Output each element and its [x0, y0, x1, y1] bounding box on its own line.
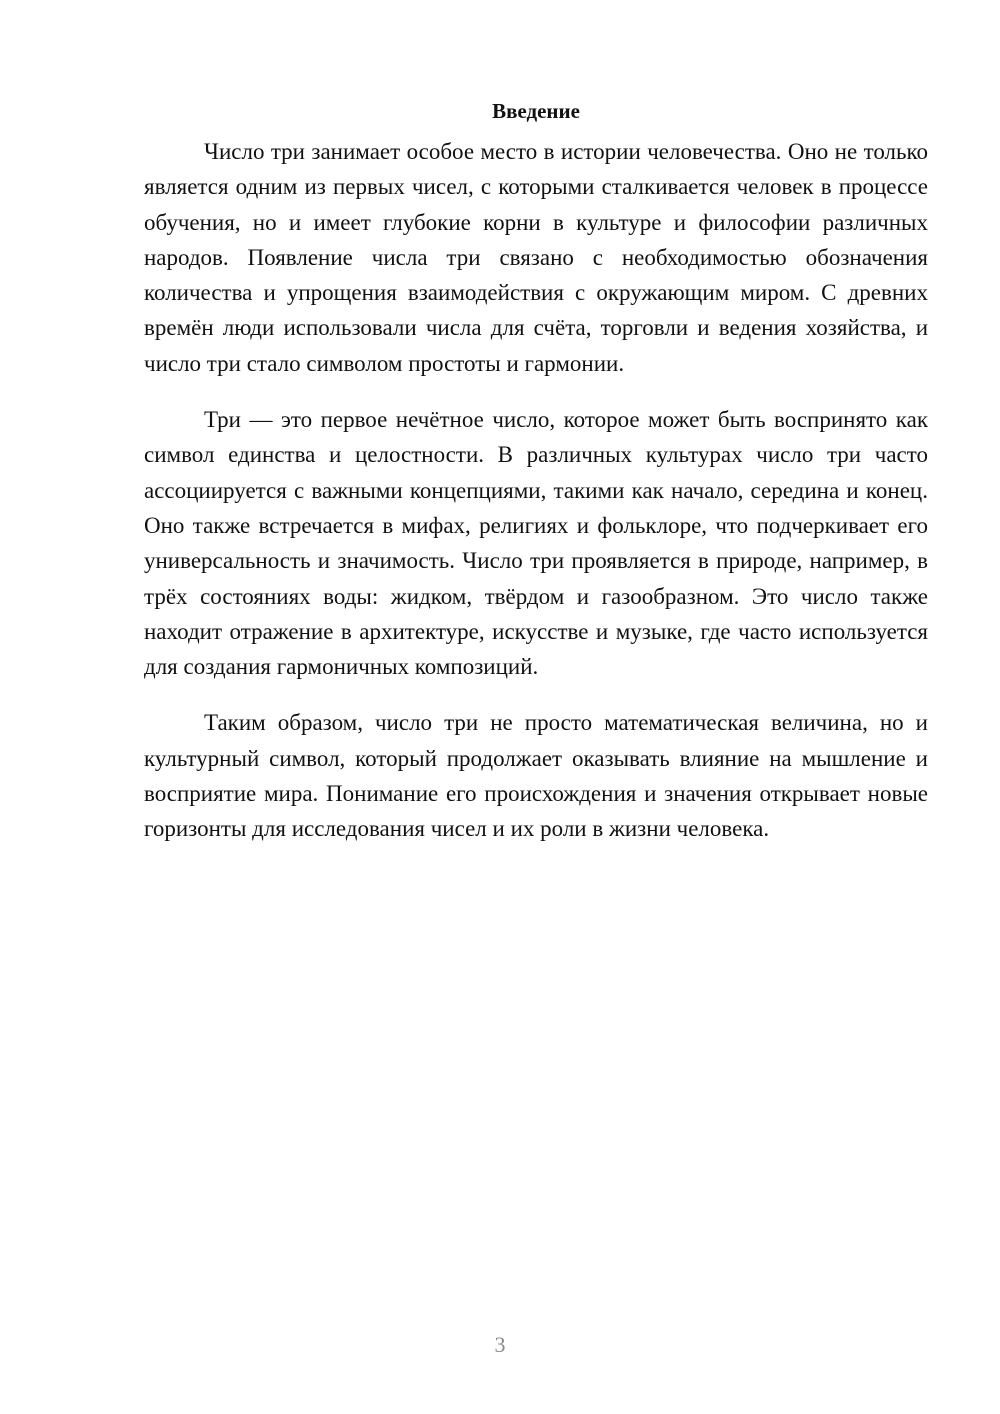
paragraph-2: Три — это первое нечётное число, которое может быть воспринято как символ единства и целостности. В различных культурах число три часто ассоциируется с важными концепциями, такими как начало, середина и конец. Оно также встречается в мифах, религиях и фольклоре, что подчеркивает его универсальность и значимость. Число три проявляется в природе, например, в трёх состояниях воды: жидком, твёрдом и газообразном. Это число также находит отражение в архитектуре, искусстве и музыке, где часто используется для создания гармоничных композиций. — [144, 407, 928, 680]
page-number: 3 — [494, 1332, 506, 1357]
paragraph-3: Таким образом, число три не просто математическая величина, но и культурный символ, который продолжает оказывать влияние на мышление и восприятие мира. Понимание его происхождения и значения открывает новые горизонты для исследования чисел и их роли в жизни человека. — [144, 710, 928, 842]
page-content — [144, 94, 928, 868]
paragraph-1: Число три занимает особое место в истории человечества. Оно не только является одним из первых чисел, с которыми сталкивается человек в процессе обучения, но и имеет глубокие корни в культуре и философии различных народов. Появление числа три связано с необходимостью обозначения количества и упрощения взаимодействия с окружающим миром. С древних времён люди использовали числа для счёта, торговли и ведения хозяйства, и число три стало символом простоты и гармонии. — [144, 139, 928, 376]
section-heading: Введение — [492, 99, 580, 123]
